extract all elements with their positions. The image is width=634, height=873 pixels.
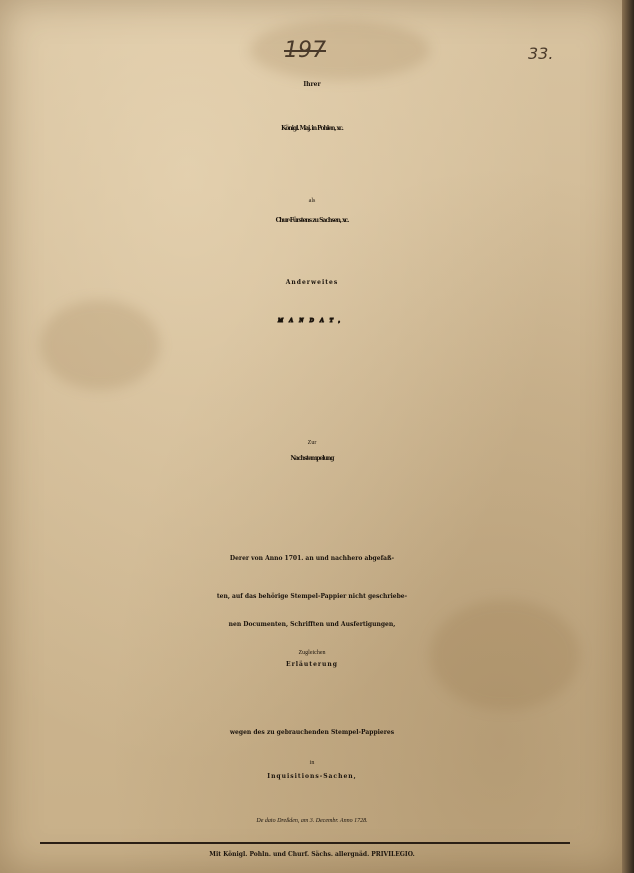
paper-stain (40, 300, 160, 390)
body-line-zugleichen: Zugleichen (298, 650, 326, 656)
title-line-als: als (308, 198, 316, 204)
title-line-zur: Zur (307, 440, 317, 446)
divider-rule (40, 842, 570, 844)
heading-inquisitions-sachen: Inquisitions-Sachen, (267, 773, 357, 780)
handwritten-corner-number: 33. (528, 44, 554, 63)
title-mandat: MANDAT, (277, 318, 347, 324)
handwritten-page-number: 197 (284, 38, 326, 63)
heading-erlaeuterung: Erläuterung (286, 661, 338, 668)
title-line-chur: Chur-Fürstens zu Sachsen, xc. (275, 217, 349, 224)
body-line-wegen: wegen des zu gebrauchenden Stempel-Pappieres (229, 729, 395, 736)
paper-stain (250, 20, 430, 80)
privilege-line: Mit Königl. Pohln. und Churf. Sächs. allergnäd. PRIVILEGIO. (209, 851, 415, 858)
title-line-anderweites: Anderweites (285, 279, 339, 286)
body-line-nen: nen Documenten, Schrifften und Ausfertigungen, (228, 621, 396, 628)
body-line-ten: ten, auf das behörige Stempel-Pappier nicht geschriebe- (216, 593, 408, 600)
title-line-koenigl: Königl. Maj. in Pohlen, xc. (281, 125, 343, 132)
title-nachstempelung: Nachstempelung (290, 455, 334, 462)
body-line-derer: Derer von Anno 1701. an und nachhero abgefaß- (229, 555, 395, 562)
title-line-ihrer: Ihrer (303, 81, 321, 88)
date-line: De dato Dreßden, am 3. Decembr. Anno 1728. (256, 818, 368, 824)
body-line-in: in (309, 760, 315, 766)
page-edge-shadow (622, 0, 634, 873)
